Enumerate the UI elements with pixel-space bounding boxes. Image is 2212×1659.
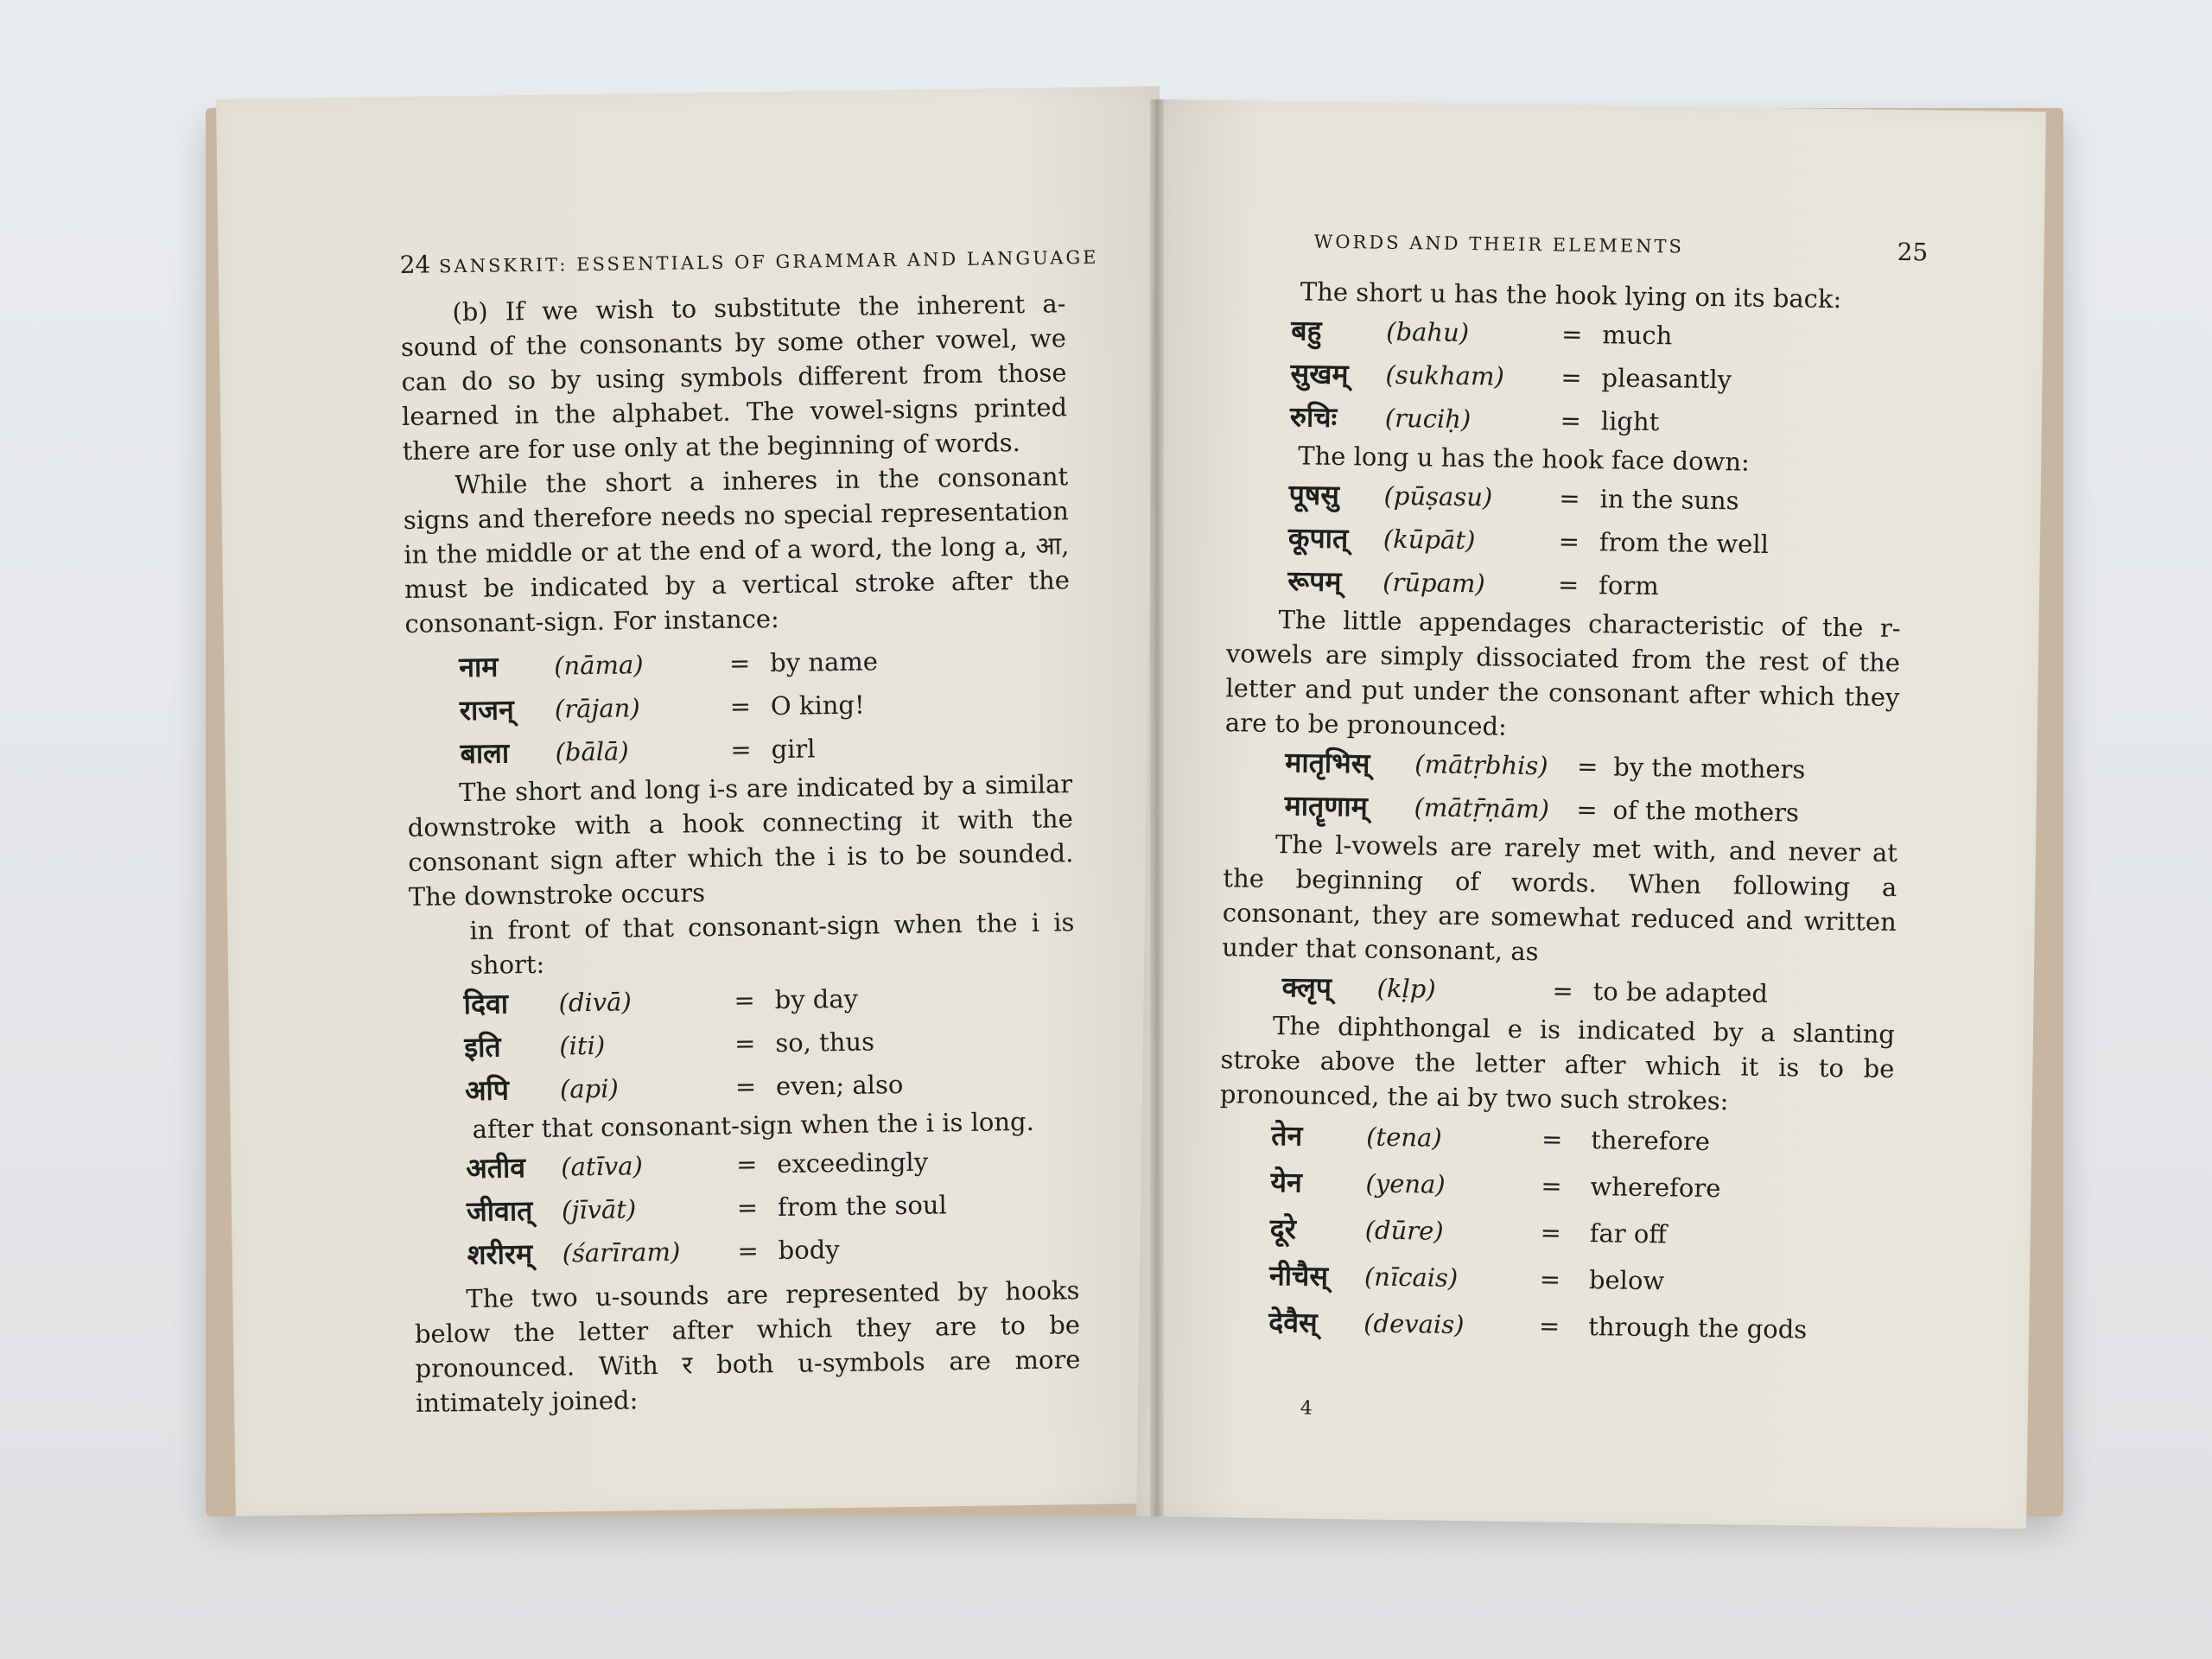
devanagari-word: कूपात्	[1287, 521, 1349, 556]
paragraph: The l-vowels are rarely met with, and never at the beginning of words. When following a consonant, they are somewhat reduced and written under that consonant, as	[1222, 830, 1898, 967]
transliteration: (śarīram)	[562, 1236, 681, 1268]
devanagari-word: जीवात्	[466, 1194, 533, 1229]
transliteration: (jīvāt)	[561, 1194, 637, 1225]
example-list	[1224, 740, 1898, 836]
translation: below	[1588, 1265, 1665, 1296]
transliteration: (ruciḥ)	[1384, 403, 1471, 435]
transliteration: (nīcais)	[1363, 1262, 1459, 1294]
translation: wherefore	[1590, 1172, 1721, 1204]
paragraph: While the short a inheres in the consonant signs and therefore needs no special representation in the middle or at the end of a word, the long a, आ, must be indicated by a vertical stroke after the consonant-sign. For instance:	[403, 461, 1071, 639]
translation: girl	[771, 734, 816, 765]
transliteration: (divā)	[558, 987, 632, 1018]
left-page	[216, 86, 1179, 1516]
equals-sign: =	[1576, 794, 1598, 825]
example-list	[405, 637, 1072, 776]
transliteration: (bahu)	[1386, 316, 1470, 348]
right-running-head: WORDS AND THEIR ELEMENTS	[1313, 231, 1685, 257]
translation: by name	[769, 646, 879, 678]
example-row	[1270, 1159, 1893, 1214]
transliteration: (dūre)	[1364, 1215, 1444, 1246]
transliteration: (sukham)	[1385, 359, 1505, 391]
translation: to be adapted	[1592, 976, 1769, 1008]
devanagari-word: मातृभिस्	[1285, 746, 1370, 780]
devanagari-word: रूपम्	[1287, 564, 1342, 599]
transliteration: (pūṣasu)	[1383, 480, 1493, 512]
translation: form	[1598, 570, 1659, 601]
translation: from the well	[1599, 527, 1770, 559]
equals-sign: =	[1559, 483, 1580, 513]
devanagari-word: देवैस्	[1268, 1305, 1318, 1339]
paragraph: The diphthongal e is indicated by a slanting stroke above the letter after which it is to be pronounced, the ai by two such strokes:	[1219, 1010, 1896, 1116]
paragraph: The long u has the hook face down:	[1298, 441, 1751, 477]
equals-sign: =	[734, 985, 756, 1015]
translation: therefore	[1590, 1125, 1711, 1157]
equals-sign: =	[730, 734, 752, 765]
book-gutter	[1150, 99, 1164, 1516]
devanagari-word: नाम	[458, 650, 499, 684]
transliteration: (nāma)	[553, 650, 644, 681]
transliteration: (mātṛbhis)	[1414, 749, 1548, 781]
transliteration: (api)	[559, 1073, 620, 1104]
right-body	[1217, 273, 1905, 1354]
example-row	[467, 1224, 1079, 1276]
equals-sign: =	[734, 1028, 756, 1058]
transliteration: (atīva)	[561, 1151, 644, 1182]
translation: in the suns	[1599, 484, 1739, 516]
transliteration: (iti)	[559, 1030, 606, 1061]
equals-sign: =	[1541, 1124, 1563, 1154]
right-page-number-wrap	[1897, 238, 1928, 266]
equals-sign: =	[737, 1236, 760, 1266]
devanagari-word: बाला	[460, 736, 510, 771]
left-running-head-text: SANSKRIT: ESSENTIALS OF GRAMMAR AND LANGUAGE	[438, 246, 1099, 277]
devanagari-word: रुचिः	[1289, 400, 1338, 434]
example-row	[1269, 1205, 1892, 1261]
translation: by the mothers	[1613, 752, 1806, 785]
translation: much	[1602, 320, 1673, 351]
devanagari-word: अपि	[464, 1073, 510, 1108]
devanagari-word: दूरे	[1269, 1211, 1297, 1246]
transliteration: (tena)	[1366, 1122, 1442, 1153]
devanagari-word: दिवा	[463, 987, 509, 1021]
equals-sign: =	[729, 691, 752, 721]
equals-sign: =	[735, 1149, 758, 1179]
example-list	[1217, 1111, 1894, 1354]
devanagari-word: राजन्	[459, 693, 515, 728]
devanagari-word: येन	[1270, 1165, 1303, 1199]
example-list	[410, 974, 1077, 1113]
open-book	[206, 99, 2072, 1525]
paragraph: after that consonant-sign when the i is long.	[472, 1106, 1035, 1144]
translation: body	[778, 1235, 840, 1266]
devanagari-word: अतीव	[466, 1151, 526, 1185]
paragraph: The two u-sounds are represented by hooks below the letter after which they are to be pronounced. With र both u-symbols are more intimately joined:	[414, 1275, 1081, 1418]
translation: far off	[1589, 1218, 1668, 1249]
transliteration: (kūpāt)	[1382, 524, 1476, 556]
equals-sign: =	[1557, 569, 1580, 600]
equals-sign: =	[1558, 526, 1580, 556]
paragraph: The short and long i-s are indicated by a similar downstroke with a hook connecting it with the consonant sign after which the i is to be sounded. The downstroke occurs	[407, 769, 1074, 912]
translation: by day	[774, 983, 859, 1015]
transliteration: (mātṝṇām)	[1414, 792, 1550, 824]
transliteration: (rājan)	[554, 693, 640, 724]
transliteration: (devais)	[1363, 1308, 1465, 1340]
equals-sign: =	[1540, 1217, 1562, 1248]
devanagari-word: सुखम्	[1290, 357, 1349, 391]
example-list	[1227, 472, 1903, 611]
example-list	[412, 1138, 1079, 1277]
left-body	[400, 286, 1081, 1421]
paragraph: (b) If we wish to substitute the inherent a-sound of the consonants by some other vowel, we can do so by using symbols different from those learned in the alphabet. The vowel-signs printed there are for use only at the beginning of words.	[400, 289, 1068, 467]
translation: of the mothers	[1612, 795, 1800, 828]
equals-sign: =	[1539, 1264, 1561, 1294]
transliteration: (yena)	[1365, 1168, 1446, 1199]
devanagari-word: तेन	[1271, 1118, 1303, 1153]
devanagari-word: मातॄणाम्	[1284, 789, 1369, 823]
translation: pleasantly	[1601, 363, 1732, 395]
transliteration: (bālā)	[555, 736, 629, 767]
devanagari-word: पूषसु	[1288, 478, 1340, 512]
translation: O king!	[770, 690, 865, 721]
paragraph: in front of that consonant-sign when the i is short:	[469, 907, 1075, 980]
paragraph: The little appendages characteristic of the r-vowels are simply dissociated from the rest of the letter and put under the consonant after which they are to be pronounced:	[1224, 605, 1901, 741]
right-page	[1136, 99, 2046, 1529]
signature-mark: 4	[1300, 1397, 1313, 1420]
translation: exceedingly	[777, 1147, 929, 1179]
equals-sign: =	[1541, 1171, 1562, 1201]
example-row	[1269, 1252, 1892, 1307]
translation: through the gods	[1587, 1312, 1808, 1344]
equals-sign: =	[734, 1071, 757, 1102]
example-row	[1271, 1112, 1894, 1167]
devanagari-word: क्लृप्	[1281, 970, 1332, 1004]
translation: so, thus	[775, 1027, 875, 1058]
equals-sign: =	[1560, 405, 1582, 435]
left-running-head	[399, 241, 1098, 279]
right-page-number: 25	[1897, 237, 1929, 267]
equals-sign: =	[736, 1192, 759, 1223]
devanagari-word: बहु	[1291, 314, 1322, 347]
example-row	[1268, 1299, 1891, 1354]
devanagari-word: शरीरम्	[467, 1237, 533, 1272]
transliteration: (kḷp)	[1376, 973, 1436, 1004]
devanagari-word: नीचैस्	[1268, 1258, 1329, 1293]
equals-sign: =	[1576, 751, 1599, 782]
transliteration: (rūpam)	[1382, 567, 1485, 599]
devanagari-word: इति	[464, 1030, 501, 1065]
translation: from the soul	[777, 1190, 947, 1223]
example-list	[1230, 308, 1905, 447]
equals-sign: =	[1538, 1311, 1560, 1341]
equals-sign: =	[728, 648, 751, 678]
paragraph: The short u has the hook lying on its back:	[1300, 276, 1842, 315]
left-page-number: 24	[399, 250, 431, 280]
equals-sign: =	[1560, 319, 1583, 349]
translation: even; also	[775, 1070, 904, 1102]
equals-sign: =	[1552, 976, 1574, 1006]
equals-sign: =	[1560, 362, 1582, 392]
translation: light	[1600, 406, 1660, 437]
